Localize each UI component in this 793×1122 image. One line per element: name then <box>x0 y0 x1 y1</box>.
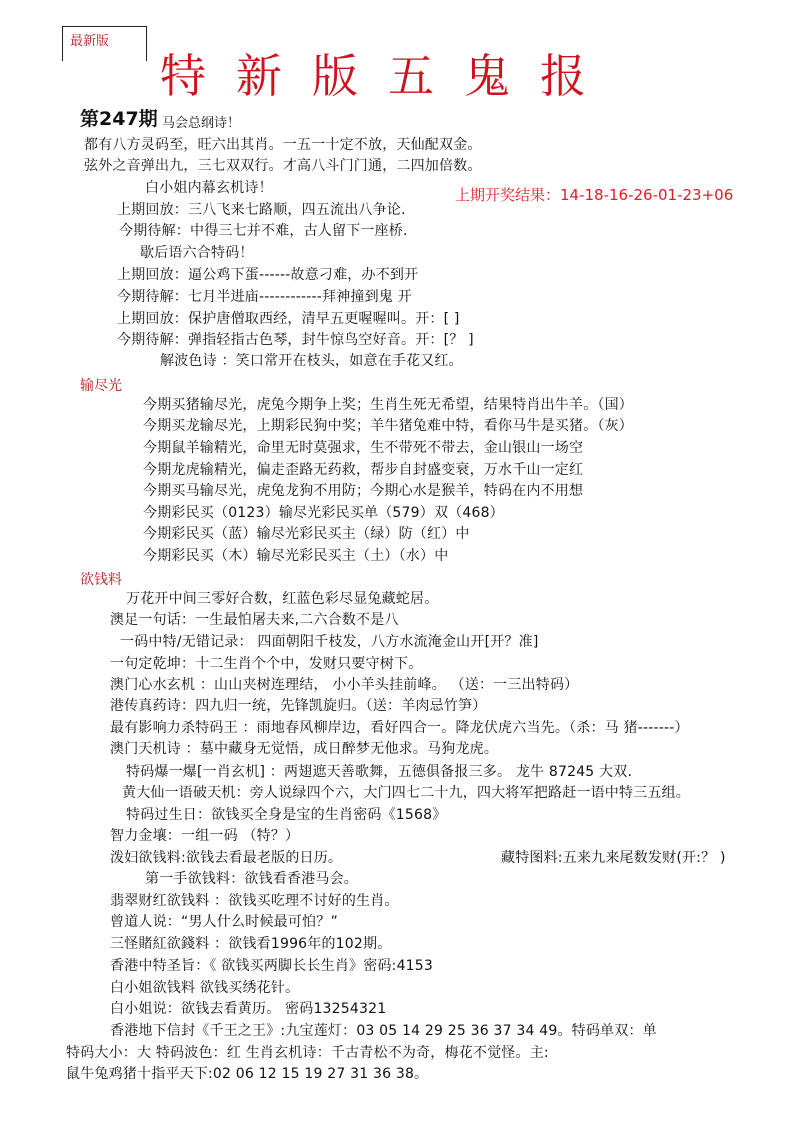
page-title: 特新版五鬼报 <box>160 49 616 103</box>
money-tip-line: 第一手欲钱料：欲钱看香港马会。 <box>145 871 358 887</box>
money-tip-line: 白小姐说：欲钱去看黄历。 密码13254321 <box>110 1001 387 1017</box>
money-tip-line: 港传真药诗：四九归一统，先锋凯旋归。（送：羊肉忌竹笋） <box>110 698 487 714</box>
money-tip-line: 特码爆一爆[一肖玄机] ：两翅遮天善歌舞，五德俱备报三多。 龙牛 87245 大双. <box>126 764 633 780</box>
money-tip-line: 智力金壤：一组一码 （特？） <box>110 828 300 844</box>
money-tips-heading: 欲钱料 <box>80 572 122 588</box>
money-tip-line: 一码中特/无错记录： 四面朝阳千枝发，八方水流淹金山开[开？准] <box>120 634 539 650</box>
lose-all-line: 今期彩民买（蓝）输尽光彩民买主（绿）防（红）中 <box>143 526 470 542</box>
xiehouyu-line: 上期回放：逼公鸡下蛋------故意刁难，办不到开 <box>117 267 419 283</box>
xiehouyu-title: 歇后语六合特码！ <box>140 245 254 261</box>
lose-all-line: 今期彩民买（0123）输尽光彩民买单（579）双（468） <box>143 505 504 521</box>
money-tip-line: 泼妇欲钱料:欲钱去看最老版的日历。 <box>110 850 343 866</box>
money-tip-line: 一句定乾坤：十二生肖个个中，发财只要守树下。 <box>110 656 423 672</box>
xiehouyu-line: 上期回放：保护唐僧取西经，清早五更喔喔叫。开：[ ] <box>117 311 460 327</box>
lose-all-line: 今期买猪输尽光，虎兔今期争上奖；生肖生死无希望，结果特肖出牛羊。（国） <box>143 397 633 413</box>
money-tip-line: 香港中特圣旨：《 欲钱买两脚长长生肖》密码:4153 <box>110 958 433 974</box>
money-tip-line: 三怪賭紅欲錢料 ：欲钱看1996年的102期。 <box>110 936 392 952</box>
money-tip-line: 翡翠财红欲钱料 ：欲钱买吃理不讨好的生肖。 <box>110 893 399 909</box>
last-draw-numbers: 14-18-16-26-01-23+06 <box>560 186 734 204</box>
lose-all-line: 今期龙虎输精光，偏走歪路无药救，帮步自封盛变衰，万水千山一定红 <box>143 462 584 478</box>
last-draw-result <box>455 184 733 205</box>
money-tip-line: 香港地下信封《千王之王》:九宝莲灯：03 05 14 29 25 36 37 34 49。特码单双：单 <box>110 1023 657 1039</box>
lose-all-line: 今期彩民买（木）输尽光彩民买主（土）（水）中 <box>143 548 449 564</box>
issue-number: 第247期 <box>80 108 158 130</box>
bai-poem-line: 今期待解：中得三七并不难，古人留下一座桥. <box>119 223 408 239</box>
xiehouyu-line: 今期待解：七月半进庙------------拜神撞到鬼 开 <box>117 289 412 305</box>
money-tip-line: 特码过生日：欲钱买全身是宝的生肖密码《1568》 <box>126 807 447 823</box>
poem-line: 弦外之音弹出九，三七双双行。才高八斗门门通，二四加倍数。 <box>84 158 482 174</box>
last-draw-label: 上期开奖结果： <box>455 186 561 204</box>
lose-all-line: 今期买马输尽光，虎兔龙狗不用防；今期心水是猴羊，特码在内不用想 <box>143 483 584 499</box>
money-tip-line: 白小姐欲钱料 欲钱买绣花针。 <box>110 980 300 996</box>
wave-color-poem: 解波色诗 ：笑口常开在枝头，如意在手花又红。 <box>160 353 463 369</box>
lose-all-line: 今期鼠羊输精光，命里无时莫强求，生不带死不带去，金山银山一场空 <box>143 440 584 456</box>
money-tip-line: 最有影响力杀特码王 ：雨地春风柳岸边，看好四合一。降龙伏虎六当先。（杀：马 猪-------） <box>110 720 689 736</box>
issue-subtitle: 马会总纲诗！ <box>162 116 241 131</box>
latest-edition-badge <box>62 26 147 61</box>
money-tip-line: 特码大小：大 特码波色：红 生肖玄机诗：千古青松不为奇，梅花不觉怪。主: <box>66 1045 549 1061</box>
money-tip-line: 万花开中间三零好合数，红蓝色彩尽显兔藏蛇居。 <box>126 591 439 607</box>
poem-line: 都有八方灵码至，旺六出其肖。一五一十定不放，天仙配双金。 <box>84 137 482 153</box>
money-tip-line: 曾道人说：“男人什么时候最可怕？” <box>110 914 338 930</box>
money-tip-line: 澳门天机诗 ：墓中藏身无觉悟，成日醉梦无他求。马狗龙虎。 <box>110 741 499 757</box>
xiehouyu-line: 今期待解：弹指轻指古色琴，封牛惊鸟空好音。开：[？ ] <box>117 332 474 348</box>
badge-label: 最新版 <box>70 34 110 49</box>
money-tip-line: 鼠牛兔鸡猪十指平天下:02 06 12 15 19 27 31 36 38。 <box>66 1066 429 1082</box>
money-tip-line: 澳门心水玄机 ：山山夹树连理结， 小小羊头挂前峰。 （送：一三出特码） <box>110 677 579 693</box>
lose-all-heading: 输尽光 <box>80 378 122 394</box>
bai-poem-title: 白小姐内幕玄机诗！ <box>145 180 273 196</box>
money-tip-line: 黄大仙一语破天机：旁人说绿四个六，大门四七二十九，四大将军把路赶一语中特三五组。 <box>122 785 690 801</box>
bai-poem-line: 上期回放：三八飞来七路顺，四五流出八争论. <box>117 202 406 218</box>
money-tip-line: 澳足一句话：一生最怕屠夫来,二六合数不是八 <box>110 612 399 628</box>
lose-all-line: 今期买龙输尽光，上期彩民狗中奖；羊牛猪兔难中特，看你马牛是买猪。（灰） <box>143 418 633 434</box>
hidden-code-note: 藏特图料:五来九来尾数发财(开:？ ) <box>501 850 726 866</box>
